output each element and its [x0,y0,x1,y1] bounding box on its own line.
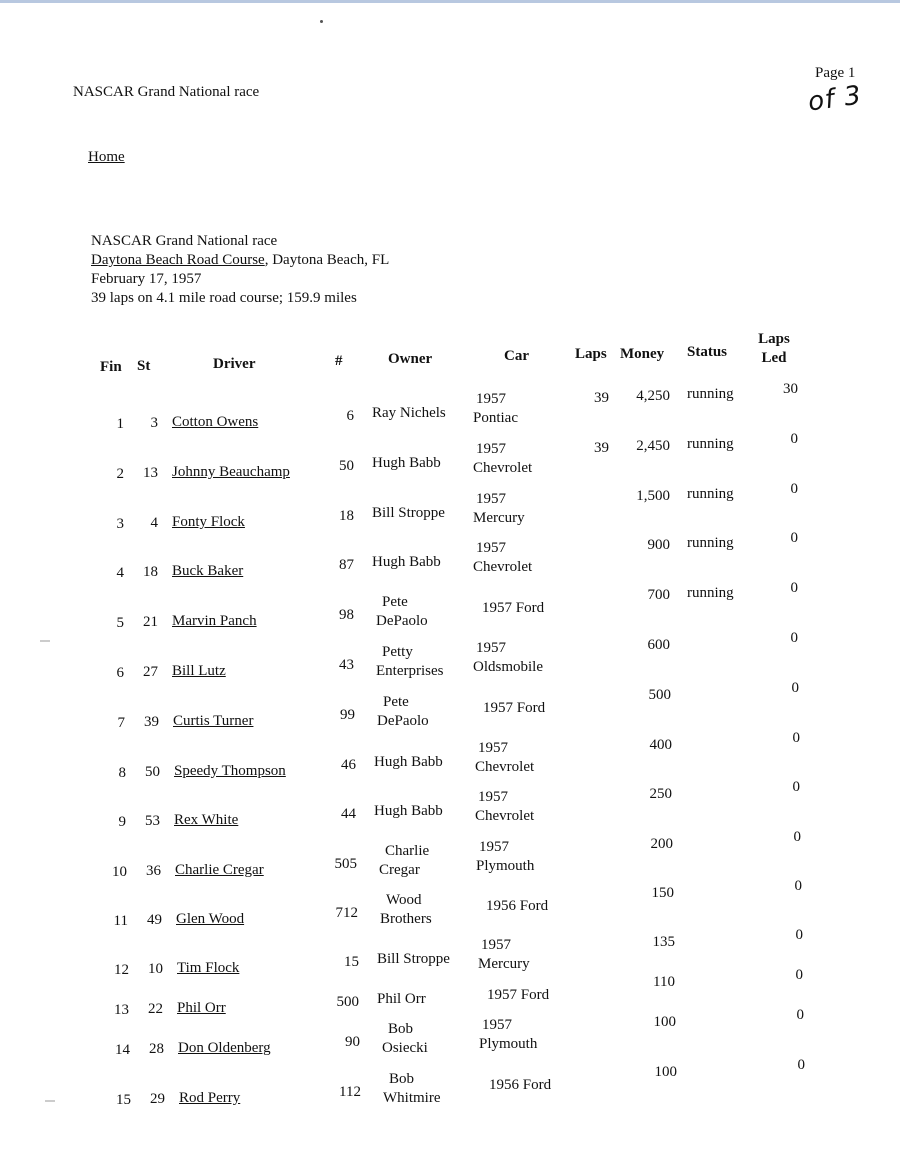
header-driver: Driver [213,356,256,372]
cell-car-number: 112 [339,1084,361,1101]
car-line1: 1957 [476,640,506,657]
cell-status: running [687,584,734,601]
cell-fin: 8 [118,765,126,782]
cell-fin: 4 [116,565,124,582]
cell-status: running [687,385,734,402]
header-fin: Fin [100,359,122,375]
cell-laps-led: 0 [793,828,801,845]
cell-st: 49 [147,912,162,929]
car-line1: 1956 Ford [486,897,549,914]
owner-line1: Bill Stroppe [372,504,445,521]
owner-line2: Cregar [379,861,420,878]
header-status: Status [687,344,728,360]
owner-line1: Ray Nichels [372,404,446,421]
cell-car-number: 18 [339,508,354,525]
owner-line1: Wood [386,891,422,908]
owner-line1: Hugh Babb [374,802,443,819]
driver-link[interactable]: Fonty Flock [172,513,245,530]
owner-line1: Hugh Babb [372,454,441,471]
header-laps-led-line1: Laps [758,331,790,347]
cell-st: 13 [143,465,158,482]
cell-laps-led: 0 [791,680,799,696]
cell-status: running [687,435,734,452]
cell-car [473,539,532,577]
cell-owner [380,891,432,929]
cell-st: 28 [149,1040,164,1057]
car-line1: 1957 [476,391,506,408]
driver-link[interactable]: Rex White [174,811,239,828]
car-line1: 1957 [482,1017,512,1034]
cell-car-number: 50 [339,458,354,475]
cell-fin: 13 [114,1002,129,1019]
header-car: Car [504,348,529,364]
owner-line1: Phil Orr [377,990,426,1007]
owner-line2: DePaolo [376,612,428,629]
cell-car-number: 712 [335,905,358,922]
cell-money: 1,500 [636,488,670,505]
car-line2: Plymouth [476,858,535,875]
driver-link[interactable]: Buck Baker [172,562,244,579]
cell-owner [377,950,450,969]
cell-owner [374,802,443,821]
cell-fin: 14 [115,1042,130,1058]
cell-fin: 3 [116,516,124,533]
driver-link[interactable]: Curtis Turner [173,712,254,729]
cell-owner [379,842,429,880]
cell-car [476,838,534,876]
cell-status: running [687,485,734,502]
cell-st: 27 [143,664,158,681]
cell-st: 21 [143,614,158,631]
cell-car-number: 6 [346,408,354,425]
car-line1: 1957 Ford [482,600,545,617]
cell-laps-led: 0 [790,580,798,597]
cell-owner [377,693,429,731]
cell-car-number: 500 [336,994,359,1011]
cell-car [473,390,518,428]
owner-line1: Pete [382,593,408,610]
driver-link[interactable]: Bill Lutz [172,662,226,679]
handwritten-page-total: of 3 [806,80,864,118]
cell-car-number: 505 [334,856,357,873]
cell-money: 4,250 [636,388,670,405]
cell-owner [374,753,443,772]
cell-car [475,739,534,777]
car-line2: Mercury [473,510,525,527]
cell-owner [376,593,428,631]
cell-st: 22 [148,1000,163,1017]
page-number: Page 1 [815,65,856,81]
cell-car-number: 99 [340,707,355,724]
cell-st: 53 [145,813,160,830]
cell-fin: 9 [118,814,126,831]
cell-st: 4 [150,515,158,532]
cell-car [486,897,548,916]
cell-laps-led: 0 [795,926,803,943]
cell-laps-led: 0 [795,966,803,983]
owner-line1: Pete [383,693,409,710]
driver-link[interactable]: Phil Orr [177,999,226,1016]
owner-line1: Bill Stroppe [377,950,450,967]
cell-money: 600 [647,637,670,654]
cell-laps-led: 30 [783,381,798,398]
cell-money: 900 [647,537,670,554]
car-line1: 1957 [478,789,508,806]
driver-link[interactable]: Johnny Beauchamp [172,463,290,480]
cell-laps-led: 0 [792,729,800,746]
cell-owner [377,990,426,1009]
cell-car-number: 44 [341,806,356,823]
owner-line2: DePaolo [377,712,429,729]
owner-line1: Petty [382,643,413,660]
cell-fin: 6 [116,665,124,682]
header-laps: Laps [575,346,607,362]
home-link[interactable]: Home [88,149,125,165]
car-line2: Oldsmobile [473,659,543,676]
header-laps-led-line2: Led [761,350,787,366]
cell-money: 500 [648,687,671,704]
car-line1: 1957 [478,740,508,757]
cell-st: 18 [143,564,158,581]
cell-money: 110 [653,974,675,991]
driver-link[interactable]: Cotton Owens [172,413,259,430]
car-line2: Mercury [478,956,530,973]
car-line2: Chevrolet [475,808,535,825]
cell-laps: 39 [594,439,609,456]
car-line1: 1957 [476,540,506,557]
cell-car-number: 43 [339,657,354,674]
driver-link[interactable]: Speedy Thompson [174,762,286,779]
car-line2: Chevrolet [473,559,533,576]
cell-car [475,788,534,826]
header-title: NASCAR Grand National race [73,84,260,100]
cell-car [487,986,549,1005]
cell-st: 36 [146,863,161,880]
cell-laps-led: 0 [790,481,798,498]
cell-car [478,936,530,974]
race-location: , Daytona Beach, FL [264,252,390,268]
cell-laps-led: 0 [794,877,802,894]
car-line2: Chevrolet [473,460,533,477]
cell-owner [383,1070,440,1108]
cell-car-number: 90 [345,1034,360,1051]
cell-laps: 39 [594,389,609,406]
cell-car [483,699,545,718]
car-line2: Pontiac [473,410,518,427]
cell-owner [372,553,441,572]
car-line1: 1957 [476,491,506,508]
car-line1: 1957 [479,839,509,856]
car-line1: 1957 [481,937,511,954]
car-line1: 1957 Ford [487,986,550,1003]
cell-money: 250 [649,786,672,803]
cell-status: running [687,534,734,551]
header-st: St [137,358,151,374]
car-line1: 1957 Ford [483,700,546,717]
cell-money: 400 [649,737,672,754]
cell-car [479,1016,537,1054]
cell-money: 150 [651,885,674,902]
cell-fin: 1 [116,416,124,433]
track-link[interactable]: Daytona Beach Road Course [91,252,265,268]
cell-owner [376,643,443,681]
cell-laps-led: 0 [797,1056,805,1073]
cell-car [482,599,544,618]
cell-car-number: 15 [344,954,359,971]
car-line1: 1957 [476,441,506,458]
cell-fin: 11 [113,913,128,930]
cell-laps-led: 0 [792,778,800,795]
cell-money: 100 [653,1014,676,1031]
cell-money: 135 [652,934,675,951]
owner-line1: Bob [388,1020,414,1037]
cell-owner [382,1020,428,1058]
cell-owner [372,454,441,473]
header-money: Money [620,346,665,362]
owner-line1: Charlie [385,842,430,859]
cell-car [473,490,525,528]
cell-st: 29 [150,1090,165,1107]
car-line2: Plymouth [479,1036,538,1053]
cell-money: 200 [650,836,673,853]
race-distance: 39 laps on 4.1 mile road course; 159.9 miles [91,290,357,306]
cell-car [473,440,532,478]
cell-money: 700 [647,587,670,604]
cell-fin: 12 [114,962,129,979]
owner-line2: Enterprises [376,662,444,679]
header-laps-led [754,330,794,368]
cell-car [473,639,543,677]
cell-owner [372,404,446,423]
driver-link[interactable]: Charlie Cregar [175,861,264,878]
owner-line1: Hugh Babb [374,753,443,770]
cell-fin: 15 [116,1091,131,1108]
race-date: February 17, 1957 [91,271,202,287]
cell-car-number: 87 [339,557,354,574]
cell-car-number: 98 [339,607,354,624]
cell-fin: 10 [112,864,127,881]
cell-owner [372,504,445,523]
car-line2: Chevrolet [475,759,535,776]
race-series: NASCAR Grand National race [91,233,278,249]
cell-fin: 2 [116,466,124,483]
cell-laps-led: 0 [790,431,798,448]
driver-link[interactable]: Glen Wood [176,910,245,927]
cell-st: 3 [150,415,158,432]
header-owner: Owner [388,351,433,367]
owner-line2: Osiecki [382,1039,428,1056]
cell-st: 50 [145,764,160,781]
cell-laps-led: 0 [790,630,798,647]
cell-car-number: 46 [341,757,356,774]
cell-st: 39 [144,714,159,731]
car-line1: 1956 Ford [489,1076,552,1093]
cell-car [489,1076,551,1095]
owner-line1: Bob [389,1070,415,1087]
driver-link[interactable]: Don Oldenberg [178,1039,271,1056]
cell-money: 2,450 [636,438,670,455]
cell-money: 100 [654,1064,677,1081]
cell-st: 10 [148,960,163,977]
owner-line1: Hugh Babb [372,553,441,570]
owner-line2: Whitmire [383,1089,441,1106]
cell-fin: 5 [116,615,124,632]
cell-laps-led: 0 [790,530,798,547]
driver-link[interactable]: Rod Perry [179,1089,241,1106]
header-num: # [335,353,343,369]
cell-fin: 7 [117,715,125,732]
cell-laps-led: 0 [796,1006,804,1023]
driver-link[interactable]: Tim Flock [177,959,240,976]
owner-line2: Brothers [380,910,432,927]
driver-link[interactable]: Marvin Panch [172,612,257,629]
